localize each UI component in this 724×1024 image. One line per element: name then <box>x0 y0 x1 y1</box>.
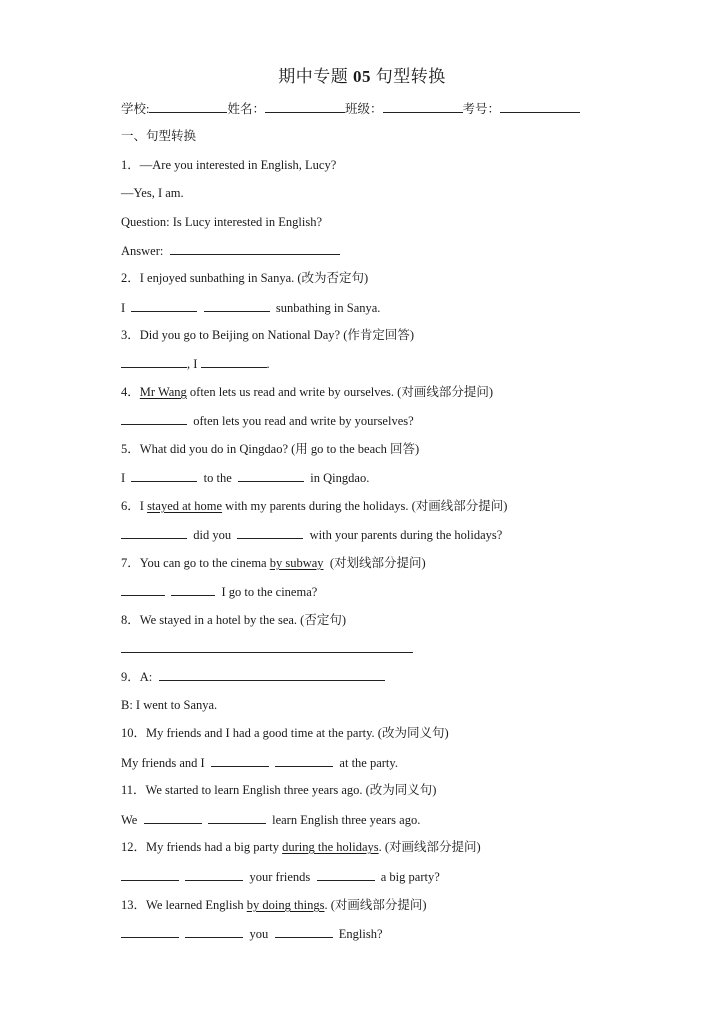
answer-blank[interactable] <box>204 299 270 312</box>
answer-blank[interactable] <box>317 868 375 881</box>
answer-blank[interactable] <box>275 925 333 938</box>
question-8-answer <box>121 640 413 657</box>
question-5: 5．What did you do in Qingdao? (用 go to the beach 回答) <box>121 442 420 456</box>
question-11: 11．We started to learn English three years ago. (改为同义句) <box>121 783 437 797</box>
answer-blank[interactable] <box>185 868 243 881</box>
answer-blank[interactable] <box>208 811 266 824</box>
answer-blank[interactable] <box>121 355 187 368</box>
question-10-answer: My friends and I at the party. <box>121 756 398 770</box>
section-heading: 一、句型转换 <box>121 129 197 143</box>
question-3-answer: , I . <box>121 355 270 372</box>
exam-number-blank[interactable] <box>500 100 580 113</box>
question-1-question: Question: Is Lucy interested in English? <box>121 215 323 229</box>
question-4-answer: often lets you read and write by yourselves? <box>121 412 414 429</box>
answer-blank[interactable] <box>159 668 385 681</box>
answer-blank[interactable] <box>201 355 267 368</box>
question-5-answer: I to the in Qingdao. <box>121 471 370 485</box>
answer-blank[interactable] <box>121 868 179 881</box>
page-title: 期中专题 05 句型转换 <box>278 67 446 86</box>
question-11-answer: We learn English three years ago. <box>121 813 421 827</box>
question-9: 9．A: <box>121 668 385 685</box>
answer-blank[interactable] <box>121 640 413 653</box>
question-4: 4．Mr Wang often lets us read and write by ourselves. (对画线部分提问) <box>121 385 493 399</box>
answer-blank[interactable] <box>131 469 197 482</box>
question-1-reply: —Yes, I am. <box>121 186 184 200</box>
answer-blank[interactable] <box>171 583 215 596</box>
student-info-row: 学校: 姓名： 班级： 考号： <box>121 100 580 117</box>
answer-blank[interactable] <box>144 811 202 824</box>
question-12: 12．My friends had a big party during the holidays. (对画线部分提问) <box>121 840 481 854</box>
question-1: 1．—Are you interested in English, Lucy? <box>121 158 337 172</box>
answer-blank[interactable] <box>211 754 269 767</box>
name-blank[interactable] <box>265 100 345 113</box>
answer-blank[interactable] <box>238 469 304 482</box>
answer-blank[interactable] <box>121 526 187 539</box>
question-10: 10．My friends and I had a good time at the party. (改为同义句) <box>121 726 449 740</box>
answer-blank[interactable] <box>185 925 243 938</box>
question-6-answer: did you with your parents during the holidays? <box>121 526 502 543</box>
school-blank[interactable] <box>149 100 227 113</box>
question-12-answer: your friends a big party? <box>121 868 440 885</box>
question-6: 6．I stayed at home with my parents during the holidays. (对画线部分提问) <box>121 499 508 513</box>
answer-blank[interactable] <box>121 925 179 938</box>
question-7-answer: I go to the cinema? <box>121 583 317 600</box>
question-13-answer: you English? <box>121 925 383 942</box>
answer-blank[interactable] <box>121 583 165 596</box>
question-13: 13．We learned English by doing things. (对画线部分提问) <box>121 898 427 912</box>
answer-blank[interactable] <box>275 754 333 767</box>
question-7: 7．You can go to the cinema by subway (对划线部分提问) <box>121 556 426 570</box>
question-2-answer: I sunbathing in Sanya. <box>121 301 381 315</box>
question-9-reply: B: I went to Sanya. <box>121 698 218 712</box>
answer-blank[interactable] <box>170 242 340 255</box>
question-3: 3．Did you go to Beijing on National Day? (作肯定回答) <box>121 328 415 342</box>
question-8: 8．We stayed in a hotel by the sea. (否定句) <box>121 613 346 627</box>
answer-blank[interactable] <box>131 299 197 312</box>
question-2: 2．I enjoyed sunbathing in Sanya. (改为否定句) <box>121 271 369 285</box>
answer-blank[interactable] <box>121 412 187 425</box>
answer-blank[interactable] <box>237 526 303 539</box>
question-1-answer: Answer: <box>121 242 340 259</box>
class-blank[interactable] <box>383 100 463 113</box>
